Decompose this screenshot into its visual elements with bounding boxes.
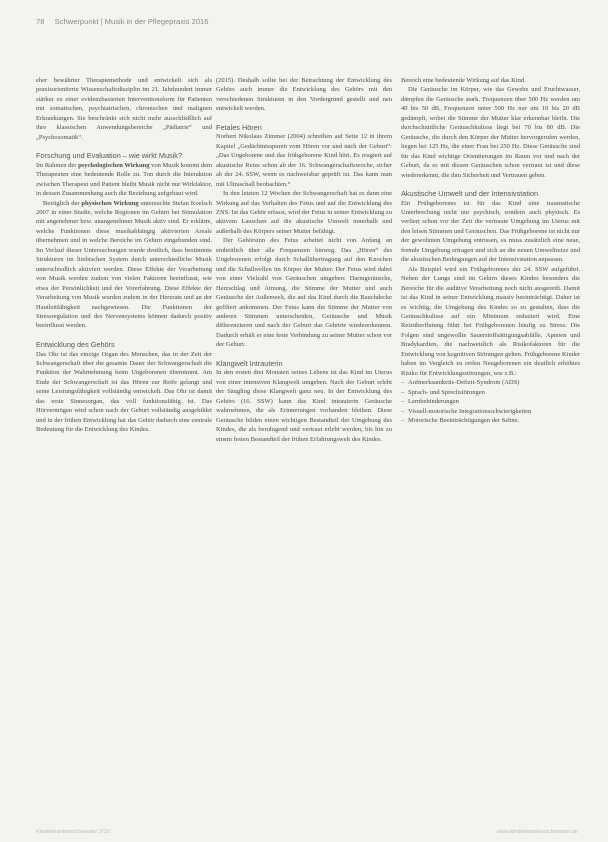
paragraph-body: von Musik kommt dem Therapeuten eine bedeutende Rolle zu. Ton durch die Interaktion zwischen Therapeut und Patient bleibt Musik nicht nur Wirkfaktor, in dessen Zusammenhang auch die Beziehung aufgebaut wird.: [36, 161, 213, 198]
list-item: – Sprach- und Sprechstörungen: [401, 388, 580, 397]
bold-term: psychologischen Wirkung: [78, 161, 150, 169]
paragraph: Ein Frühgeborenes ist für das Kind eine traumatische Unterbrechung nicht nur psychisch, sondern auch physisch. Es verliert schon vor der Zeit die vertraute Umgebung im Uterus mit den leisen Stimmen und Geräuschen. Das Frühgeborene ist nicht nur der gewohnten Umgebung entrissen, es muss zusätzlich eine neue, fremde Umgebung ertragen und sich an die neuen Umweltreize und die akustischen Bedingungen auf der Intensivstation anpassen.: [401, 199, 580, 264]
page-number: 78: [36, 17, 45, 26]
section-heading: Fetales Hören: [216, 122, 262, 132]
paragraph-body: untersuchte Stefan Koelsch 2007 in einer Studie, welche Regionen im Gehirn bei Stimulation mit angenehmer bzw. unangenehmer Musik aktiv sind. Er erklärte, welche Funktionen diese musikabhängig aktivierten Areale übernehmen und in welche Bereiche im Gehirn eingebunden sind. Im Verlauf dieser Untersuchungen wurde deutlich, dass bestimmte Strukturen im limbischen System durch unterschiedliche Musik unterschiedlich aktiviert werden. Diese Effekte der Verarbeitung von Musik werden zudem von vielen Faktoren beeinflusst, wie etwa der Persönlichkeit und der Vorerfahrung. Diese Effekte der Verarbeitung von Musik wurden zudem in der Herzrate und an der Hautleitfähigkeit nachgewiesen. Die Funktionen der Stressregulation und des Nervensystems können dadurch positiv beeinflusst werden.: [36, 199, 212, 330]
text-column-1: [36, 76, 212, 435]
section-heading: Klangwelt Intrauterin: [216, 358, 283, 368]
list-item: – Lernbehinderungen: [401, 397, 580, 406]
paragraph: eher bewährter Therapiemethode und entwickelt sich als praxisorientierte Wissenschaftsdisziplin im 21. Jahrhundert immer stärker zu einer evidenzbasierten Interventionsform für Patienten mit somatischen, psychiatrischen, chronischen und malignen Erkrankungen. Sie beschränkt sich nicht mehr ausschließlich auf ihre klassischen Anwendungsbereiche „Pädiatrie“ und „Psychosomatik“.: [36, 77, 212, 141]
section-heading: Forschung und Evaluation – wie wirkt Musik?: [36, 151, 183, 161]
list-item: – Visuell-motorische Integrationsschwierigkeiten: [401, 407, 580, 416]
paragraph: Norbert Nikolaus Zimmer (2004) schreiben auf Seite 12 in ihrem Kapitel „Gedächtnisspuren vom Hören vor und nach der Geburt“: „Das Ungeborene und das frühgeborene Kind hört. Es reagiert auf akustische Reize schon ab der 16. Schwangerschaftswoche, sicher ab der 24. SSW, wenn es nachweisbar geprüft ist. Das kann man mit Ultraschall beobachten.“: [216, 133, 392, 188]
footer-left: Kinderkrankenschwester 3/16: [36, 829, 110, 835]
list-item: – Aufmerksamkeits-Defizit-Syndrom (ADS): [401, 378, 580, 387]
paragraph: [36, 161, 212, 199]
text-column-2: [216, 76, 392, 444]
paragraph: (2015). Deshalb sollte bei der Betrachtung der Entwicklung des Gehörs auch immer die Entwicklung des Gehörs mit den verschiedenen Strukturen in den Vordergrund gestellt und neu entwickelt werden.: [216, 77, 392, 113]
paragraph: In den letzten 12 Wochen der Schwangerschaft hat es dann eine Wirkung auf das Verhalten des Fetus und auf die Entwicklung des ZNS. Ist das Gehör erfasst, wird der Fetus in seiner Entwicklung zu aktivem Lauschen auf die akustische Umwelt innerhalb und außerhalb des Körpers seiner Mutter befähigt.: [216, 190, 393, 235]
paragraph: Bereich eine bedeutende Wirkung auf das Kind.: [401, 77, 526, 84]
paragraph-lead: Im Rahmen der: [36, 161, 79, 169]
paragraph: Das Ohr ist das einzige Organ des Menschen, das in der Zeit der Schwangerschaft über die gesamte Dauer der Schwangerschaft die Funktion der Wahrnehmung beim Ungeborenen übernimmt. Am Ende der Schwangerschaft ist das Hören zur Reife gelangt und seine Leistungsfähigkeit vollständig entwickelt. Das Ohr ist damit das erste Sinnesorgan, das voll funktionsfähig ist. Das Hörvermögen wird schon nach der Geburt vollständig ausgebildet und in der frühen Entwicklung hat das Gehör dadurch eine zentrale Bedeutung für die Entwicklung des Kindes.: [36, 350, 212, 434]
section-heading: Akustische Umwelt und der Intensivstation: [401, 188, 539, 198]
footer-right: www.kinderkrankenschwester.de: [496, 829, 578, 835]
paragraph-lead: Bezüglich der: [43, 199, 82, 207]
page-header: [36, 17, 576, 29]
bullet-list: [401, 378, 580, 425]
paragraph: [36, 199, 212, 331]
bold-term: physischen Wirkung: [81, 199, 139, 207]
paragraph: Die Geräusche im Körper, wie das Gewebe und Fruchtwasser, dämpfen die Geräusche stark. Frequenzen über 500 Hz werden um 40 bis 50 dB, Frequenzen unter 500 Hz nur um 10 bis 20 dB gedämpft, wobei die Stimme der Mutter klar erkennbar bleibt. Die durchschnittliche Geräuschkulisse liegt bei 70 bis 80 dB. Die Geräusche, die durch den Körper der Mutter hervorgerufen werden, liegen bei 125 Hz, die einer Frau bei 250 Hz. Diese Geräusche sind für das Kind wichtige Orientierungen im Raum vor und nach der Geburt, da es mit diesen Geräuschen schon vertraut ist und diese wiedererkennt, die ihm Sicherheit und Vertrauen geben.: [401, 86, 580, 179]
section-heading: Entwicklung des Gehörs: [36, 339, 115, 349]
paragraph: Als Beispiel wird ein Frühgeborenes der 24. SSW aufgeführt. Neben der Lunge sind im Gehirn dieses Kindes besonders die Bereiche für die auditive Verarbeitung noch nicht ausgereift. Damit ist das Kind in seiner Entwicklung massiv beeinträchtigt. Daher ist es wichtig, die Umgebung des Kindes so zu gestalten, dass die Geräuschkulisse auf ein Minimum reduziert wird. Eine Reizüberflutung führt bei Frühgeborenen häufig zu Stress. Die Folgen sind ungewollte Sauerstoffsättigungsabfälle, Apnoen und Bradykardien, die nachweislich als Risikofaktoren für die Entwicklung von kognitiven Störungen gelten. Frühgeborene Kinder haben im Vergleich zu reifen Neugeborenen ein deutlich erhöhtes Risiko für Entwicklungsstörungen, wie z.B.:: [401, 265, 580, 377]
list-item: – Motorische Beeinträchtigungen der Sehne.: [401, 416, 580, 425]
paragraph: Der Gehörsinn des Fetus arbeitet nicht von Anfang an einheitlich über alle Frequenzen hinweg. Das „Hören“ des Ungeborenen erfolgt durch Schallübertragung auf den Knochen und die Schallwellen im Körper der Mutter. Der Fetus wird dabei von einer Vielzahl von Geräuschen umgeben: Darmgeräusche, Herzschlag und Atmung, die Stimme der Mutter und auch Geräusche der Außenwelt, die auf das Kind durch die Bauchdecke gefiltert ankommen. Der Fetus kann die Stimme der Mutter von anderen Stimmen unterscheiden, Geräusche und Musik differenzieren und nach der Geburt das Gehörte wiedererkennen. Dadurch erhält er eine feste Verbindung zu seiner Mutter schon vor der Geburt.: [216, 237, 392, 349]
running-title: Schwerpunkt | Musik in der Pflegepraxis 2016: [54, 17, 209, 26]
paragraph: In den ersten drei Monaten seines Lebens ist das Kind im Uterus von einer intensiven Klangwelt umgeben. Nach der Geburt erlebt der Säugling diese Klangwelt ganz neu. In der Entwicklung des Gehörs (16. SSW) kann das Kind intrauterin Geräusche wahrnehmen, die als Erinnerungen vorhanden bleiben. Diese Geräusche bilden einen wichtigen Bestandteil der Umgebung des Kindes, die als beruhigend und vertraut erlebt werden, bis hin zu einem festen Bestandteil der frühen Erfahrungswelt des Kindes.: [216, 369, 392, 443]
text-column-3: [401, 76, 580, 425]
